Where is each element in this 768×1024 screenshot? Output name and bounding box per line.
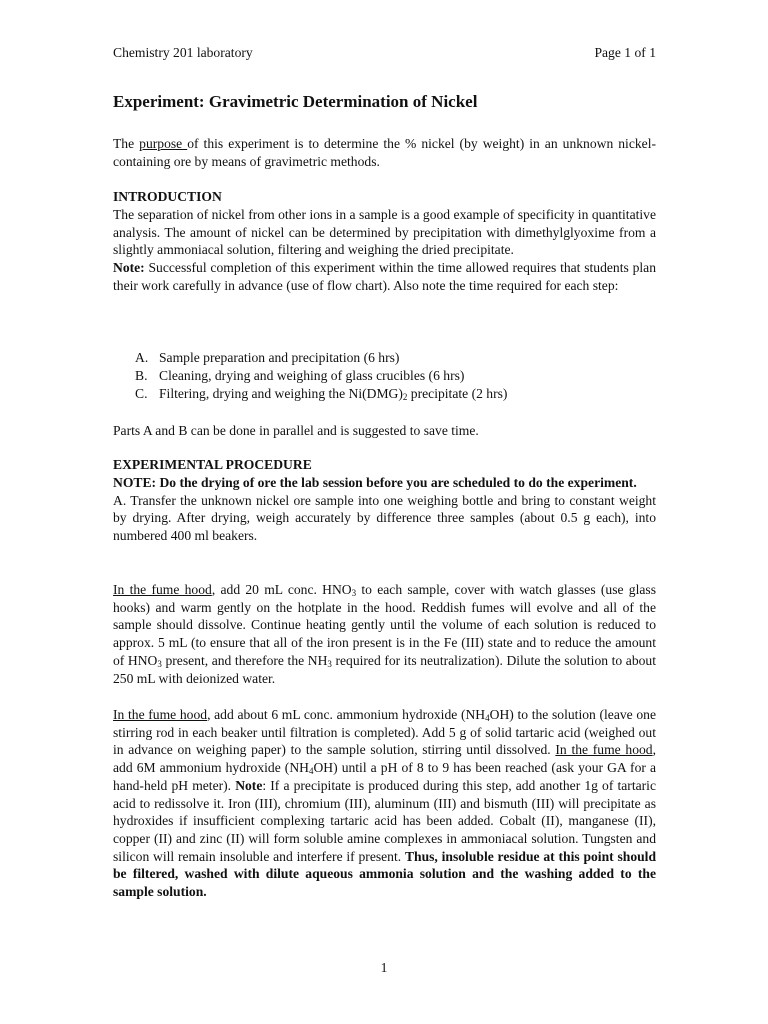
page-number: 1: [380, 960, 388, 975]
page-header: [113, 45, 656, 65]
purpose-paragraph: The purpose of this experiment is to determine the % nickel (by weight) in an unknown nickel-containing ore by means of gravimetric methods.: [113, 136, 657, 169]
page-indicator: Page 1 of 1: [594, 45, 656, 60]
list-item: B. Cleaning, drying and weighing of glass crucibles (6 hrs): [135, 368, 465, 383]
note-label: Note:: [113, 260, 145, 276]
fume-hood-ammonia-paragraph: In the fume hood, add about 6 mL conc. ammonium hydroxide $(NH_4OH)$ to the solution (leave one stirring rod in each beaker until filtration is completed). Add 5 g of solid tartaric acid (weighed out in advance on weighing paper) to the sample solution, stirring until dissolved. In the fume hood, add 6M ammonium hydroxide $(NH_4OH)$ until a pH of 8 to 9 has been reached (ask your GA for a hand-held pH meter). Note: If a precipitate is produced during this step, add another 1g of tartaric acid to redissolve it. Iron (III), chromium (III), aluminum (III) and bismuth (III) will precipitate as hydroxides if insufficient complexing tartaric acid has been added. Cobalt (II), manganese (II), copper (II) and zinc (II) will form soluble amine complexes in ammoniacal solution. Tungsten and silicon will remain insoluble and interfere if present. Thus, insoluble residue at this point should be filtered, washed with dilute aqueous ammonia solution and the washing added to the sample solution.: [113, 707, 657, 900]
procedure-heading: EXPERIMENTAL PROCEDURE: [113, 457, 312, 472]
list-item: A. Sample preparation and precipitation (6 hrs): [135, 350, 400, 365]
purpose-underlined: purpose: [139, 136, 188, 151]
drying-note: NOTE: Do the drying of ore the lab session before you are scheduled to do the experiment.: [113, 475, 637, 490]
introduction-heading: INTRODUCTION: [113, 189, 222, 204]
step-a-paragraph: A. Transfer the unknown nickel ore sample into one weighing bottle and bring to constant weight by drying. After drying, weigh accurately by difference three samples (about 0.5 g each), into numbered 400 ml beakers.: [113, 492, 656, 544]
course-name: Chemistry 201 laboratory: [113, 45, 253, 60]
parallel-note: Parts A and B can be done in parallel and is suggested to save time.: [113, 423, 479, 438]
introduction-paragraph: The separation of nickel from other ions in a sample is a good example of specificity in quantitative analysis. The amount of nickel can be determined by precipitation with dimethylglyoxime from a slightly ammoniacal solution, filtering and weighing the dried precipitate. Note: Successful completion of this experiment within the time allowed requires that students plan their work carefully in advance (use of flow chart). Also note the time required for each step:: [113, 207, 656, 293]
procedure-intro: [113, 474, 656, 545]
page-title: Experiment: Gravimetric Determination of Nickel: [113, 92, 478, 111]
fume-hood-nitric-paragraph: In the fume hood, add 20 mL conc. $HNO_3$ to each sample, cover with watch glasses (use glass hooks) and warm gently on the hotplate in the hood. Reddish fumes will evolve and all of the sample should dissolve. Continue heating gently until the volume of each solution is reduced to approx. 5 mL (to ensure that all of the iron present is in the Fe (III) state and to reduce the amount of $HNO_3$ present, and therefore the $NH_3$ required for its neutralization). Dilute the solution to about 250 mL with deionized water.: [113, 582, 656, 686]
time-steps-list: [135, 349, 655, 403]
list-item: C. Filtering, drying and weighing the $Ni(DMG)_2$ precipitate (2 hrs): [135, 386, 508, 402]
